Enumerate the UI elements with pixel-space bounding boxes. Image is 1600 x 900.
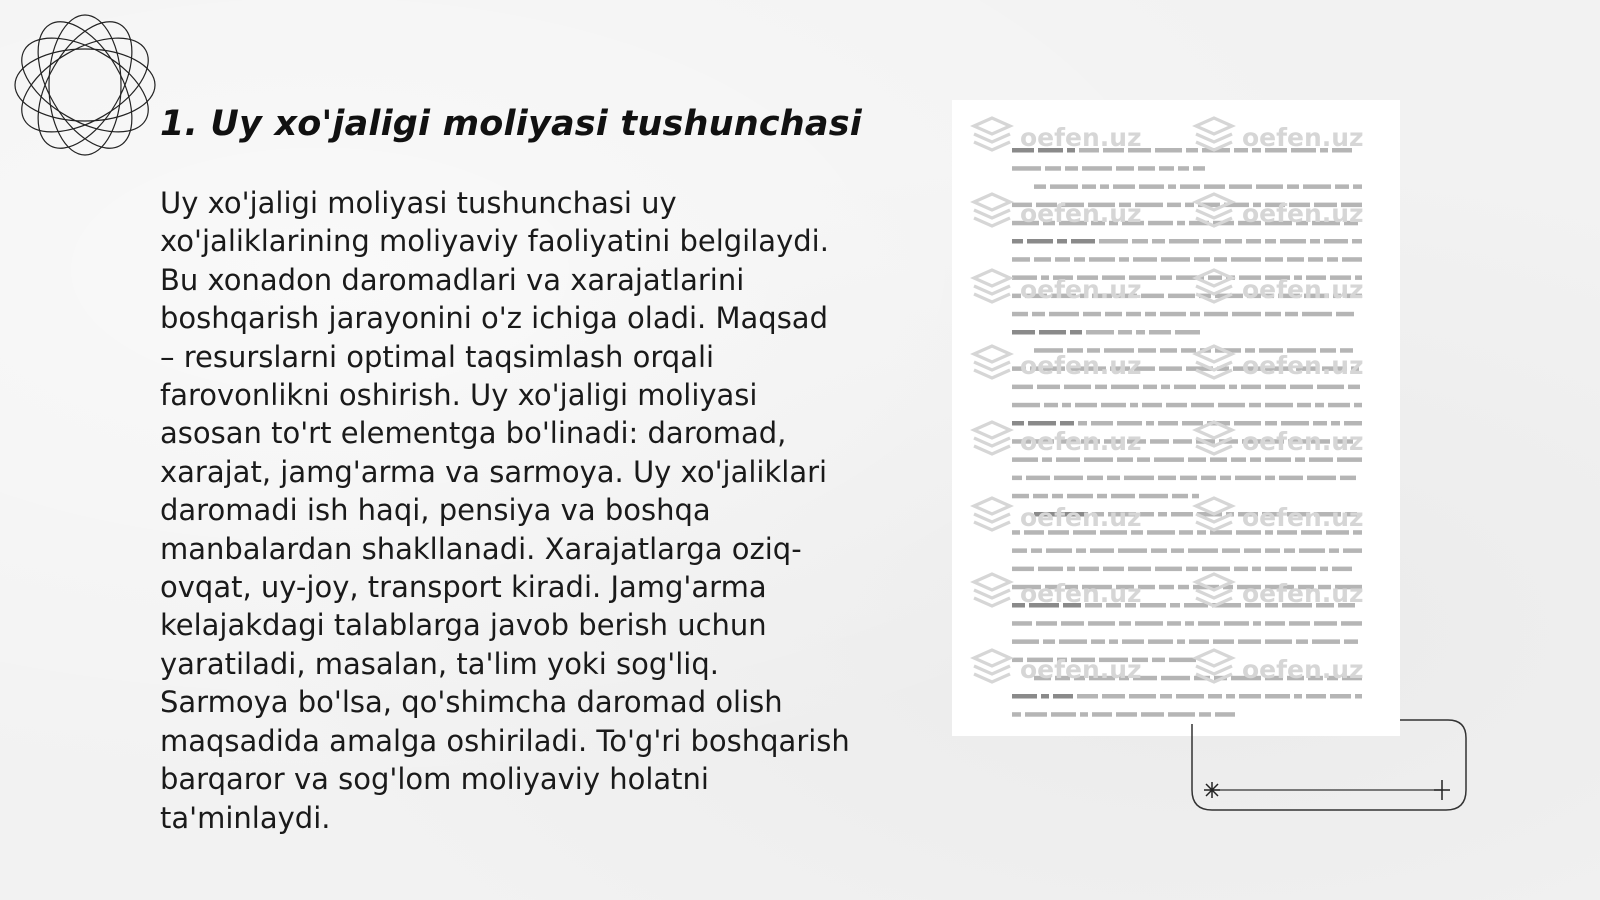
document-text-line [1169,239,1199,244]
document-text-line [1119,621,1131,626]
document-text-line [1327,257,1338,262]
document-text-line [1148,221,1173,226]
document-text-line [1215,712,1235,717]
watermark [1192,112,1364,162]
document-text-line [1279,476,1303,481]
watermark [970,112,1142,162]
document-text-line [1140,512,1154,517]
document-text-line [1155,148,1182,153]
star-icon [1434,780,1450,800]
document-text-line [1046,548,1072,553]
document-text-line [1289,621,1310,626]
document-text-line [1082,166,1112,171]
document-text-line [1026,476,1050,481]
watermark-text: oefen.uz [1020,502,1142,532]
document-text-line [1193,166,1205,171]
watermark [1192,340,1364,390]
decorative-frame [1190,718,1468,812]
document-text-line [1287,257,1304,262]
document-text-line [1188,548,1218,553]
document-text-line [1119,257,1129,262]
document-text-line [1077,694,1098,699]
document-text-line [1074,257,1085,262]
watermark-text: oefen.uz [1020,122,1142,152]
watermark-text: oefen.uz [1020,198,1142,228]
document-text-line [1012,621,1032,626]
document-text-line [1224,621,1249,626]
document-text-line [1173,439,1192,444]
watermark [1192,188,1364,238]
sparkle-icon [1204,782,1220,798]
document-text-line [1265,694,1290,699]
stacked-layers-icon [1192,340,1236,390]
document-text-line [1355,694,1362,699]
document-text-line [1178,166,1189,171]
document-text-line [1133,257,1157,262]
document-text-line [1222,548,1240,553]
document-text-line [1341,621,1362,626]
document-text-line [1177,639,1185,644]
document-text-line [1253,621,1261,626]
slide-title: 1. Uy xo'jaligi moliyasi tushunchasi [160,104,862,144]
document-text-line [1352,239,1362,244]
document-text-line [1142,403,1162,408]
document-text-line [1167,203,1181,208]
document-text-line [1340,476,1356,481]
document-text-line [1116,166,1134,171]
document-text-line [1225,239,1242,244]
stacked-layers-icon [970,340,1014,390]
document-text-line [1294,694,1302,699]
document-text-line [1265,621,1285,626]
document-text-line [1138,166,1155,171]
document-text-line [1158,476,1176,481]
document-text-line [1170,603,1180,608]
document-text-line [1065,166,1078,171]
document-text-line [1265,239,1276,244]
document-text-line [1124,476,1154,481]
document-text-line [1324,239,1348,244]
document-text-line [1148,639,1173,644]
document-text-line [1177,221,1185,226]
document-text-line [1012,694,1037,699]
document-text-line [1235,476,1261,481]
document-text-line [1160,312,1186,317]
watermark [1192,568,1364,618]
document-text-line [1314,621,1337,626]
document-text-line [1027,239,1053,244]
document-text-line [1158,512,1167,517]
document-text-line [1012,476,1022,481]
document-text-line [1141,294,1164,299]
document-text-line [1265,403,1293,408]
watermark-text: oefen.uz [1020,654,1142,684]
document-text-line [1145,312,1156,317]
document-text-line [1191,403,1214,408]
document-text-line [1151,548,1167,553]
document-text-line [1071,239,1095,244]
watermark-text: oefen.uz [1242,578,1364,608]
document-text-line [1044,403,1058,408]
document-text-line [1036,621,1057,626]
document-text-line [1155,567,1182,572]
document-text-line [1161,385,1170,390]
document-text-line [1141,712,1164,717]
document-text-line [1328,403,1350,408]
watermark-text: oefen.uz [1242,198,1364,228]
document-text-line [1057,239,1067,244]
document-text-line [1034,257,1051,262]
document-text-line [1039,330,1066,335]
document-text-line [1160,694,1172,699]
document-text-line [1175,330,1200,335]
document-text-line [1092,712,1112,717]
stacked-layers-icon [1192,568,1236,618]
document-text-line [1218,403,1245,408]
stacked-layers-icon [1192,492,1236,542]
document-text-line [1354,403,1362,408]
document-text-line [1031,548,1042,553]
document-text-line [1342,257,1362,262]
document-text-line [1330,694,1351,699]
document-text-line [1152,658,1165,663]
document-text-line [1171,548,1184,553]
document-text-line [1310,239,1320,244]
document-text-line [1231,257,1261,262]
watermark-text: oefen.uz [1242,274,1364,304]
document-text-line [1249,403,1261,408]
document-text-line [1130,403,1138,408]
document-text-line [1055,257,1070,262]
document-text-line [1051,712,1076,717]
document-text-line [1090,548,1114,553]
document-text-line [1220,476,1231,481]
document-text-line [1194,257,1210,262]
document-text-line [1087,476,1103,481]
document-text-line [1118,330,1132,335]
document-text-line [1012,548,1027,553]
stacked-layers-icon [1192,112,1236,162]
document-text-line [1088,621,1115,626]
document-text-line [1025,712,1047,717]
document-text-line [1179,530,1193,535]
document-text-line [1161,676,1190,681]
watermark [970,416,1142,466]
document-text-line [1166,403,1187,408]
document-text-line [1054,476,1083,481]
document-text-line [1041,694,1049,699]
document-text-line [1076,548,1086,553]
document-text-line [1167,621,1181,626]
document-text-line [1329,548,1339,553]
document-text-line [1116,712,1137,717]
document-text-line [1307,476,1336,481]
document-text-line [1053,694,1073,699]
watermark [970,644,1142,694]
document-text-line [1159,166,1174,171]
document-text-line [1012,257,1030,262]
document-text-line [1136,330,1145,335]
document-text-line [1244,548,1261,553]
stacked-layers-icon [1192,644,1236,694]
watermark-text: oefen.uz [1242,122,1364,152]
document-text-line [1168,712,1195,717]
stacked-layers-icon [1192,416,1236,466]
document-text-line [1150,439,1169,444]
document-text-line [1154,457,1184,462]
document-text-line [1102,694,1125,699]
document-text-line [1012,166,1041,171]
stacked-layers-icon [970,112,1014,162]
document-text-line [1080,712,1088,717]
document-text-line [1284,548,1295,553]
watermark-text: oefen.uz [1242,350,1364,380]
stacked-layers-icon [970,264,1014,314]
document-text-line [1146,421,1154,426]
watermark-text: oefen.uz [1020,578,1142,608]
document-page-preview [952,100,1400,736]
document-text-line [1208,694,1222,699]
document-text-line [1139,184,1164,189]
document-text-line [1297,403,1311,408]
document-text-line [1159,585,1174,590]
document-text-line [1198,621,1220,626]
document-text-line [1265,476,1275,481]
document-text-line [1139,494,1168,499]
watermark-text: oefen.uz [1020,426,1142,456]
document-text-line [1160,275,1172,280]
document-text-line [1086,330,1114,335]
document-text-line [1265,257,1283,262]
document-text-line [1089,257,1115,262]
document-text-line [1280,239,1306,244]
document-text-line [1143,385,1157,390]
watermark [970,264,1142,314]
document-text-line [1012,330,1035,335]
document-text-line [1012,712,1021,717]
document-text-line [1149,330,1171,335]
document-text-line [1147,530,1175,535]
document-text-line [1161,257,1190,262]
document-text-line [1343,548,1362,553]
watermark [970,492,1142,542]
document-text-line [1045,166,1061,171]
document-text-line [1178,585,1189,590]
document-text-line [1185,621,1194,626]
stacked-layers-icon [970,568,1014,618]
watermark [970,340,1142,390]
document-text-line [1239,694,1261,699]
document-text-line [1203,239,1221,244]
document-text-line [1061,621,1084,626]
watermark [970,188,1142,238]
stacked-layers-icon [970,416,1014,466]
document-text-line [1201,476,1216,481]
document-text-line [1152,239,1165,244]
circle-ornament-icon [10,10,160,160]
document-text-line [1214,257,1227,262]
slide-body-text: Uy xo'jaligi moliyasi tushunchasi uy xo'jaliklarining moliyaviy faoliyatini belgilaydi. Bu xonadon daromadlari va xarajatlarini boshqarish jarayonini o'z ichiga oladi. Maqsad – resurslarni optimal taqsimlash orqali farovonlikni oshirish. Uy xo'jaligi moliyasi asosan to'rt elementga bo'linadi: daromad, xarajat, jamg'arma va sarmoya. Uy xo'jaliklari daromadi ish haqi, pensiya va boshqa manbalardan shakllanadi. Xarajatlarga oziq-ovqat, uy-joy, transport kiradi. Jamg'arma kelajakdagi talablarga javob berish uchun yaratiladi, masalan, ta'lim yoki sog'liq. Sarmoya bo'lsa, qo'shimcha daromad olish maqsadida amalga oshiriladi. To'g'ri boshqarish barqaror va sog'lom moliyaviy holatni ta'minlaydi. [160,186,850,835]
document-text-line [1171,512,1193,517]
document-text-line [1168,184,1176,189]
watermark [1192,416,1364,466]
watermark [1192,264,1364,314]
document-text-line [1246,239,1261,244]
stacked-layers-icon [1192,264,1236,314]
document-text-line [1062,403,1071,408]
document-text-line [1118,548,1147,553]
stacked-layers-icon [1192,188,1236,238]
watermark-text: oefen.uz [1242,502,1364,532]
watermark [1192,492,1364,542]
document-text-line [1299,548,1325,553]
stacked-layers-icon [970,644,1014,694]
document-text-line [1160,348,1177,353]
document-text-line [1070,330,1082,335]
watermark [1192,644,1364,694]
document-text-line [1180,476,1197,481]
document-text-line [1172,494,1188,499]
watermark-text: oefen.uz [1020,350,1142,380]
document-text-line [1012,403,1040,408]
document-text-line [1159,366,1182,371]
document-text-line [1199,712,1211,717]
document-text-line [1315,403,1324,408]
watermark-text: oefen.uz [1242,654,1364,684]
document-text-line [1265,548,1280,553]
document-text-line [1306,694,1326,699]
document-text-line [1176,694,1204,699]
watermark-text: oefen.uz [1242,426,1364,456]
document-text-line [1308,257,1323,262]
watermark [970,568,1142,618]
document-text-line [1107,476,1120,481]
document-text-line [1129,694,1156,699]
document-text-line [1101,403,1126,408]
document-text-line [1158,421,1178,426]
document-text-line [1075,403,1097,408]
document-text-line [1140,603,1166,608]
watermark-text: oefen.uz [1020,274,1142,304]
document-text-line [1099,239,1128,244]
document-text-line [1168,294,1195,299]
document-text-line [1132,239,1148,244]
stacked-layers-icon [970,492,1014,542]
document-text-line [1226,694,1235,699]
stacked-layers-icon [970,188,1014,238]
document-text-line [1012,239,1023,244]
document-text-line [1135,621,1163,626]
